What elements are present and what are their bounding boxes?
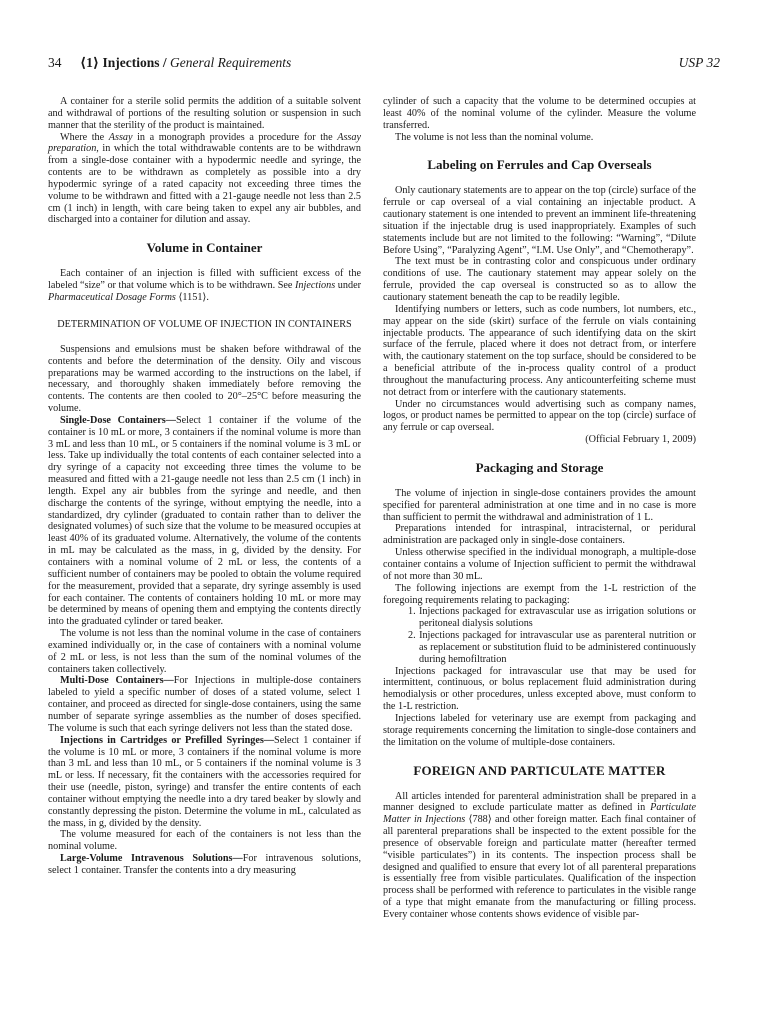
- list-item: 1. Injections packaged for extravascular use as irrigation solutions or peritoneal dialysis solutions: [408, 606, 696, 630]
- paragraph: Each container of an injection is filled with sufficient excess of the labeled “size” or that volume which is to be withdrawn. See Injections under Pharmaceutical Dosage Forms ⟨1151⟩.: [48, 268, 361, 303]
- paragraph: The volume of injection in single-dose containers provides the amount specified for parenteral administration at one time and in no case is more than sufficient to permit the withdrawal and administration of 1 L.: [383, 487, 696, 523]
- paragraph: The volume measured for each of the containers is not less than the nominal volume.: [48, 829, 361, 853]
- paragraph: A container for a sterile solid permits the addition of a suitable solvent and withdrawal of portions of the resulting solution or suspension in such manner that the sterility of the product is maintained.: [48, 96, 361, 131]
- paragraph: Injections packaged for intravascular use that may be used for intermittent, continuous, or bolus replacement fluid administration during hemodialysis or other procedures, unless excepted above, must conform to the 1-L restriction.: [383, 665, 696, 713]
- paragraph: The following injections are exempt from the 1-L restriction of the foregoing requirements relating to packaging:: [383, 582, 696, 606]
- exempt-list: [383, 606, 696, 665]
- paragraph: Multi-Dose Containers—For Injections in multiple-dose containers labeled to yield a specific number of doses of a stated volume, select 1 container, and proceed as directed for single-dose containers, using the same number of separate syringe assemblies as the number of doses specified. The volume is such that each syringe delivers not less than the stated dose.: [48, 675, 361, 734]
- section-title: [80, 55, 291, 71]
- heading-labeling: Labeling on Ferrules and Cap Overseals: [427, 157, 652, 173]
- heading-volume-in-container: Volume in Container: [146, 240, 263, 256]
- paragraph: Preparations intended for intraspinal, intracisternal, or peridural administration are packaged only in single-dose containers.: [383, 523, 696, 547]
- paragraph: The volume is not less than the nominal volume in the case of containers examined individually or, in the case of containers with a nominal volume of 2 mL or less, is not less than the sum of the nominal volumes of the containers taken collectively.: [48, 628, 361, 675]
- paragraph: Single-Dose Containers—Select 1 container if the volume of the container is 10 mL or more, 3 containers if the nominal volume is more than 3 mL and less than 10 mL, or 5 containers if the nominal volume is 3 mL or less. Take up individually the total contents of each container selected into a dry syringe of a capacity not exceeding three times the volume to be measured and fitted with a 21-gauge needle not less than 2.5 cm (1 inch) in length. Expel any air bubbles from the syringe and needle, and then discharge the contents of the syringe, without emptying the needle, into a standardized, dry cylinder (graduated to contain rather than to deliver the designated volumes) of such size that the volume to be measured occupies at least 40% of its graduated volume. Alternatively, the volume of the contents in mL may be calculated as the mass, in g, divided by the density. For containers with a nominal volume of 2 mL or less, the contents of a sufficient number of containers may be pooled to obtain the volume required for the measurement, provided that a separate, dry syringe assembly is used for each container. The contents of containers holding 10 mL or more may be determined by means of opening them and emptying the contents directly into the graduated cylinder or tared beaker.: [48, 414, 362, 628]
- paragraph: Injections labeled for veterinary use are exempt from packaging and storage requirements concerning the limitation to single-dose containers and the limitation on the volume of multiple-dose containers.: [383, 712, 696, 748]
- paragraph: Suspensions and emulsions must be shaken before withdrawal of the contents and before the determination of the density. Oily and viscous preparations may be warmed according to the instructions on the label, if necessary, and thoroughly shaken immediately before removing the contents. The contents are then cooled to 20°–25°C before measuring the volume.: [48, 343, 361, 415]
- paragraph: cylinder of such a capacity that the volume to be determined occupies at least 40% of the nominal volume of the cylinder. Measure the volume transferred.: [383, 96, 696, 131]
- paragraph: Only cautionary statements are to appear on the top (circle) surface of the ferrule or cap overseal of a vial containing an injectable product. A cautionary statement is one intended to prevent an imminent life-threatening situation if the injectable drug is used inappropriately. Examples of such statements include but are not limited to the following: “Warning”, “Dilute Before Using”, “Paralyzing Agent”, “I.M. Use Only”, and “Chemotherapy”.: [383, 185, 696, 256]
- running-header: [48, 55, 720, 73]
- left-column: [48, 96, 361, 877]
- heading-foreign-particulate: FOREIGN AND PARTICULATE MATTER: [413, 762, 666, 778]
- paragraph: The text must be in contrasting color and conspicuous under ordinary conditions of use. The cautionary statement may appear solely on the ferrule, provided the cap overseal is constructed so as to allow the cautionary statement beneath the cap to be readily legible.: [383, 256, 696, 303]
- page-number: 34: [48, 55, 62, 70]
- section-subtitle: General Requirements: [169, 55, 292, 70]
- paragraph: Where the Assay in a monograph provides a procedure for the Assay preparation, in which the total withdrawable contents are to be withdrawn from a single-dose container with a hypodermic needle and syringe, the contents are to be withdrawn as completely as possible into a dry hypodermic syringe of a rated capacity not exceeding three times the volume to be withdrawn and fitted with a 21-gauge needle not less than 2.5 cm (1 inch) in length, with care being taken to expel any air bubbles, and discharged into a container for dilution and assay.: [48, 131, 361, 226]
- heading-packaging: Packaging and Storage: [475, 459, 604, 475]
- official-date-note: (Official February 1, 2009): [585, 434, 696, 446]
- paragraph: Unless otherwise specified in the individual monograph, a multiple-dose container contains a volume of Injection sufficient to permit the withdrawal of not more than 30 mL.: [383, 547, 696, 582]
- section-tag: ⟨1⟩ Injections /: [80, 55, 167, 70]
- paragraph: Large-Volume Intravenous Solutions—For intravenous solutions, select 1 container. Transfer the contents into a dry measuring: [48, 853, 361, 876]
- paragraph: Injections in Cartridges or Prefilled Syringes—Select 1 container if the volume is 10 mL or more, 3 containers if the nominal volume is more than 3 mL and less than 10 mL, or 5 containers if the nominal volume is 3 mL or less. If necessary, fit the containers with the accessories required for their use (needle, piston, syringe) and transfer the entire contents of each container without emptying the needle into a dry tared beaker by slowly and constantly depressing the piston. Determine the volume in mL, calculated as the mass, in g, divided by the density.: [48, 734, 361, 829]
- edition-label: USP 32: [678, 55, 720, 70]
- paragraph: All articles intended for parenteral administration shall be prepared in a manner designed to exclude particulate matter as defined in Particulate Matter in Injections ⟨788⟩ and other foreign matter. Each final container of all parenteral preparations shall be inspected to the extent possible for the presence of observable foreign and particulate matter (hereafter termed “visible particulates”) in its contents. The inspection process shall be designed and qualified to ensure that every lot of all parenteral preparations is essentially free from visible particulates. Qualification of the inspection process shall be performed with reference to particulates in the visible range of a type that might emanate from the manufacturing or filling process. Every container whose contents shows evidence of visible par-: [383, 790, 696, 920]
- list-item: 2. Injections packaged for intravascular use as parenteral nutrition or as replacement or substitution fluid to be administered continuously during hemofiltration: [408, 630, 696, 665]
- paragraph: The volume is not less than the nominal volume.: [395, 131, 594, 143]
- right-column: [383, 96, 696, 921]
- subheading-determination: DETERMINATION OF VOLUME OF INJECTION IN CONTAINERS: [57, 318, 352, 330]
- paragraph: Under no circumstances would advertising such as company names, logos, or product names be permitted to appear on the top (circle) surface of any ferrule or cap overseal.: [383, 398, 696, 434]
- paragraph: Identifying numbers or letters, such as code numbers, lot numbers, etc., may appear on the side (skirt) surface of the ferrule on vials containing injectable products. The appearance of such identifying data on the skirt surface of the ferrule, placed where it does not detract from, or interfere with, the cautionary statement on the top surface, should be considered to be a beneficial attribute of the in-process quality control of a product throughout the manufacturing process. Any anticounterfeiting scheme must not detract from or interfere with the cautionary statements.: [383, 303, 696, 398]
